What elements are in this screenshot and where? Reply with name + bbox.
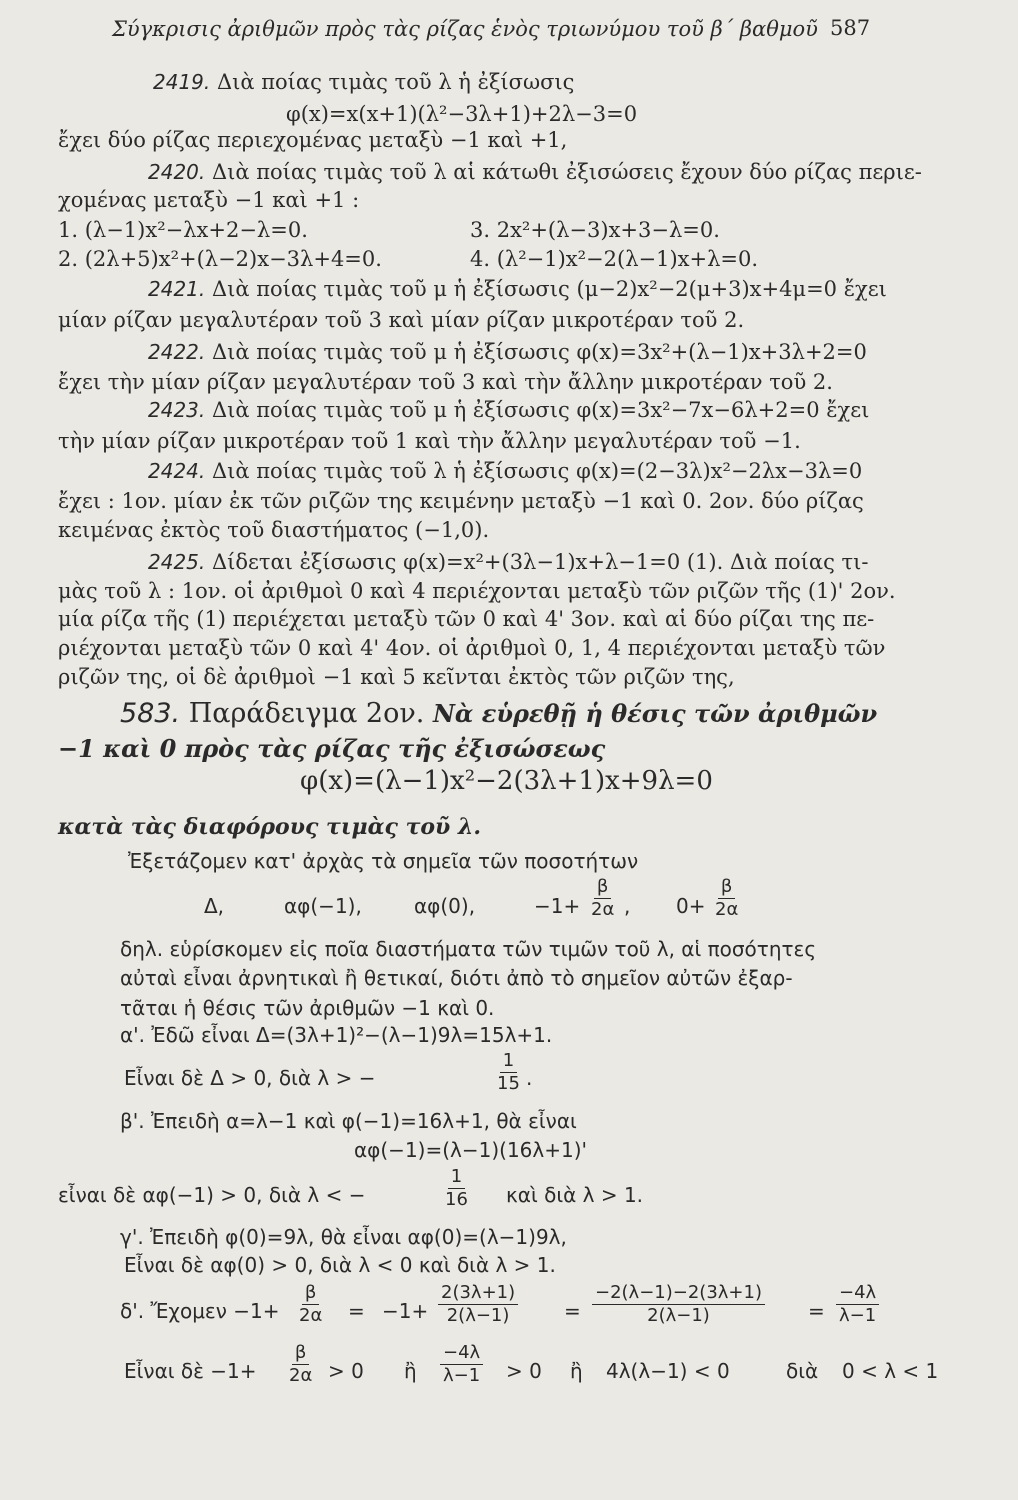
text-line: ριζῶν της, οἱ δὲ ἀριθμοὶ −1 καὶ 5 κεῖνται ἐκτὸς τῶν ριζῶν της,: [58, 665, 735, 689]
exercise-number: 2424.: [148, 459, 206, 483]
dia-word: διὰ: [786, 1359, 819, 1383]
denominator: 2(λ−1): [647, 1305, 710, 1326]
denominator: 2α: [299, 1305, 323, 1326]
exercise-number: 2421.: [148, 277, 206, 301]
text-line: ἔχει δύο ρίζας περιεχομένας μεταξὺ −1 καὶ +1,: [58, 128, 568, 152]
denominator: 2(λ−1): [446, 1305, 510, 1326]
text-line: τὴν μίαν ρίζαν μικροτέραν τοῦ 1 καὶ τὴν ἄλλην μεγαλυτέραν τοῦ −1.: [58, 429, 801, 453]
case-beta-expression: αφ(−1)=(λ−1)(16λ+1)': [354, 1138, 588, 1162]
numerator: −2(λ−1)−2(3λ+1): [592, 1282, 765, 1305]
fraction-combined: [592, 1282, 765, 1327]
quantity-delta: Δ,: [204, 894, 225, 918]
denominator: 15: [497, 1073, 520, 1094]
case-beta-condition-2: καὶ διὰ λ > 1.: [506, 1183, 644, 1207]
equation-item-3: 3. 2x²+(λ−3)x+3−λ=0.: [470, 218, 720, 242]
numerator: 1: [500, 1050, 517, 1073]
section-statement: Νὰ εὑρεθῇ ἡ θέσις τῶν ἀριθμῶν: [432, 699, 878, 728]
fraction-1-over-15: [494, 1050, 523, 1095]
exercise-2425: [148, 549, 868, 575]
quantity-0-plus: 0+: [676, 894, 706, 918]
section-title: Παράδειγμα 2ον.: [188, 698, 425, 729]
denominator: 2α: [591, 899, 615, 920]
exercise-text: Διὰ ποίας τιμὰς τοῦ μ ἡ ἐξίσωσις φ(x)=3x²−7x−6λ+2=0 ἔχει: [211, 398, 870, 422]
text-line: μία ρίζα τῆς (1) περιέχεται μεταξὺ τῶν 0 καὶ 4' 3ον. καὶ αἱ δύο ρίζαι της πε-: [58, 607, 875, 631]
exercise-number: 2425.: [148, 550, 206, 574]
fraction-b-over-2a: [296, 1282, 325, 1327]
equals: =: [564, 1299, 581, 1323]
text-line: μίαν ρίζαν μεγαλυτέραν τοῦ 3 καὶ μίαν ρίζαν μικροτέραν τοῦ 2.: [58, 308, 745, 332]
text-line: ριέχονται μεταξὺ τῶν 0 καὶ 4' 4ον. οἱ ἀριθμοὶ 0, 1, 4 περιέχονται μεταξὺ τῶν: [58, 636, 886, 660]
numerator: 1: [448, 1166, 465, 1189]
equation-item-2: 2. (2λ+5)x²+(λ−2)x−3λ+4=0.: [58, 247, 382, 271]
inequality: 4λ(λ−1) < 0: [606, 1359, 730, 1383]
period: .: [526, 1066, 533, 1090]
or-word: ἢ: [570, 1359, 583, 1383]
section-equation: φ(x)=(λ−1)x²−2(3λ+1)x+9λ=0: [300, 766, 713, 796]
solution-interval: 0 < λ < 1: [842, 1359, 939, 1383]
or-word: ἢ: [404, 1359, 417, 1383]
exercise-number: 2420.: [148, 160, 206, 184]
text-line: μὰς τοῦ λ : 1ον. οἱ ἀριθμοὶ 0 καὶ 4 περιέχονται μεταξὺ τῶν ριζῶν τῆς (1)' 2ον.: [58, 579, 896, 603]
minus1-plus: −1+: [382, 1299, 429, 1323]
exercise-2419: [153, 69, 574, 95]
exercise-text: Δίδεται ἐξίσωσις φ(x)=x²+(3λ−1)x+λ−1=0 (1). Διὰ ποίας τι-: [211, 550, 869, 574]
numerator: β: [718, 876, 736, 899]
quantity-minus1-plus: −1+: [534, 894, 581, 918]
section-statement-line: −1 καὶ 0 πρὸς τὰς ρίζας τῆς ἐξισώσεως: [58, 734, 606, 763]
case-alpha-condition: Εἶναι δὲ Δ > 0, διὰ λ > −: [124, 1066, 376, 1090]
exercise-2422: [148, 339, 867, 365]
exercise-2424: [148, 458, 862, 484]
equals: =: [808, 1299, 825, 1323]
text-line: ἔχει : 1ον. μίαν ἐκ τῶν ριζῶν της κειμένην μεταξὺ −1 καὶ 0. 2ον. δύο ρίζας: [58, 489, 864, 513]
exercise-text: Διὰ ποίας τιμὰς τοῦ μ ἡ ἐξίσωσις φ(x)=3x²+(λ−1)x+3λ+2=0: [211, 340, 867, 364]
text-line: χομένας μεταξὺ −1 καὶ +1 :: [58, 188, 360, 212]
numerator: 2(3λ+1): [438, 1282, 518, 1305]
case-delta: δ'. Ἔχομεν −1+: [120, 1299, 280, 1323]
case-alpha: α'. Ἐδῶ εἶναι Δ=(3λ+1)²−(λ−1)9λ=15λ+1.: [120, 1023, 553, 1047]
section-number: 583.: [120, 698, 181, 729]
text-line: τᾶται ἡ θέσις τῶν ἀριθμῶν −1 καὶ 0.: [120, 996, 495, 1020]
comma: ,: [624, 894, 631, 918]
denominator: 2α: [715, 899, 739, 920]
fraction-2-3l1-over-2-l1: [438, 1282, 518, 1327]
denominator: λ−1: [839, 1305, 877, 1326]
text-line: ἔχει τὴν μίαν ρίζαν μεγαλυτέραν τοῦ 3 καὶ τὴν ἄλλην μικροτέραν τοῦ 2.: [58, 370, 833, 394]
numerator: β: [302, 1282, 320, 1305]
exercise-2423: [148, 397, 869, 423]
running-header: Σύγκρισις ἀριθμῶν πρὸς τὰς ρίζας ἑνὸς τριωνύμου τοῦ β΄ βαθμοῦ: [112, 17, 818, 41]
case-beta: β'. Ἐπειδὴ α=λ−1 καὶ φ(−1)=16λ+1, θὰ εἶναι: [120, 1109, 577, 1133]
exercise-text: Διὰ ποίας τιμὰς τοῦ μ ἡ ἐξίσωσις (μ−2)x²−2(μ+3)x+4μ=0 ἔχει: [211, 277, 887, 301]
denominator: 2α: [289, 1365, 313, 1386]
quantity-af-0: αφ(0),: [414, 894, 476, 918]
text-line: δηλ. εὑρίσκομεν εἰς ποῖα διαστήματα τῶν τιμῶν τοῦ λ, αἱ ποσότητες: [120, 937, 817, 961]
quantity-af-minus1: αφ(−1),: [284, 894, 362, 918]
exercise-number: 2422.: [148, 340, 206, 364]
numerator: β: [292, 1342, 310, 1365]
fraction-b-over-2a: [286, 1342, 315, 1387]
text-line: Ἐξετάζομεν κατ' ἀρχὰς τὰ σημεῖα τῶν ποσοτήτων: [128, 849, 639, 873]
fraction-b-over-2a: [712, 876, 741, 921]
exercise-text: Διὰ ποίας τιμὰς τοῦ λ ἡ ἐξίσωσις: [216, 70, 575, 94]
exercise-number: 2423.: [148, 398, 206, 422]
equation-item-4: 4. (λ²−1)x²−2(λ−1)x+λ=0.: [470, 247, 759, 271]
equals: =: [348, 1299, 365, 1323]
exercise-text: Διὰ ποίας τιμὰς τοῦ λ ἡ ἐξίσωσις φ(x)=(2−3λ)x²−2λx−3λ=0: [211, 459, 863, 483]
case-beta-condition: εἶναι δὲ αφ(−1) > 0, διὰ λ < −: [58, 1183, 366, 1207]
exercise-number: 2419.: [153, 70, 211, 94]
greater-than-zero: > 0: [328, 1359, 364, 1383]
fraction-minus4l-over-l1: [440, 1342, 483, 1387]
equation: φ(x)=x(x+1)(λ²−3λ+1)+2λ−3=0: [286, 102, 638, 126]
case-gamma: γ'. Ἐπειδὴ φ(0)=9λ, θὰ εἶναι αφ(0)=(λ−1)9λ,: [120, 1225, 567, 1249]
text-line: κειμένας ἐκτὸς τοῦ διαστήματος (−1,0).: [58, 518, 490, 542]
denominator: λ−1: [443, 1365, 481, 1386]
exercise-2420: [148, 159, 922, 185]
fraction-1-over-16: [442, 1166, 471, 1211]
section-583-heading: [120, 698, 877, 730]
equation-item-1: 1. (λ−1)x²−λx+2−λ=0.: [58, 218, 308, 242]
greater-than-zero: > 0: [506, 1359, 542, 1383]
exercise-2421: [148, 276, 887, 302]
numerator: −4λ: [836, 1282, 879, 1305]
final-line-start: Εἶναι δὲ −1+: [124, 1359, 257, 1383]
section-statement-line: κατὰ τὰς διαφόρους τιμὰς τοῦ λ.: [58, 814, 482, 840]
numerator: β: [594, 876, 612, 899]
fraction-b-over-2a: [588, 876, 617, 921]
denominator: 16: [445, 1189, 468, 1210]
text-line: αὐταὶ εἶναι ἀρνητικαὶ ἢ θετικαί, διότι ἀπὸ τὸ σημεῖον αὐτῶν ἐξαρ-: [120, 966, 793, 990]
fraction-minus4l-over-l1: [836, 1282, 879, 1327]
exercise-text: Διὰ ποίας τιμὰς τοῦ λ αἱ κάτωθι ἐξισώσεις ἔχουν δύο ρίζας περιε-: [211, 160, 922, 184]
page-number: 587: [830, 16, 871, 40]
numerator: −4λ: [440, 1342, 483, 1365]
case-gamma-condition: Εἶναι δὲ αφ(0) > 0, διὰ λ < 0 καὶ διὰ λ > 1.: [124, 1253, 556, 1277]
